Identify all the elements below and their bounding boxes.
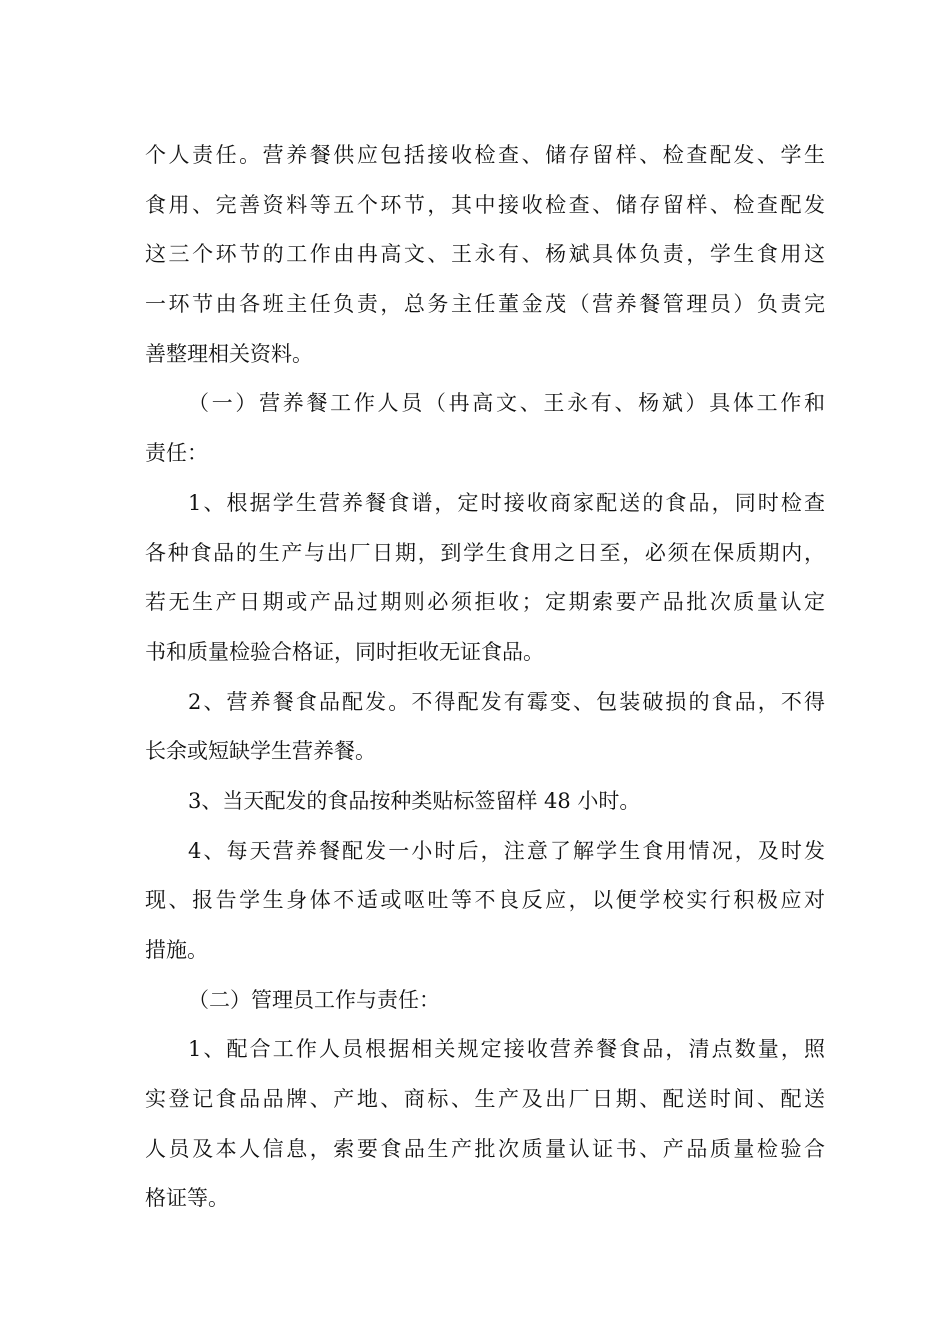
text-line: 实登记食品品牌、产地、商标、生产及出厂日期、配送时间、配送 [145, 1087, 825, 1112]
text-line: 现、报告学生身体不适或呕吐等不良反应，以便学校实行积极应对 [145, 888, 825, 913]
text-line: 人员及本人信息，索要食品生产批次质量认证书、产品质量检验合 [145, 1136, 825, 1161]
text-line: 书和质量检验合格证，同时拒收无证食品。 [145, 639, 544, 664]
text-line: 食用、完善资料等五个环节，其中接收检查、储存留样、检查配发 [145, 192, 825, 217]
text-line: 善整理相关资料。 [145, 341, 313, 366]
section-heading: 责任： [145, 441, 208, 466]
list-item: 1、根据学生营养餐食谱，定时接收商家配送的食品，同时检查 [188, 490, 825, 515]
text-line: 长余或短缺学生营养餐。 [145, 739, 376, 764]
list-item: 1、配合工作人员根据相关规定接收营养餐食品，清点数量，照 [188, 1037, 825, 1062]
text-line: 个人责任。营养餐供应包括接收检查、储存留样、检查配发、学生 [145, 143, 825, 167]
text-line: 这三个环节的工作由冉高文、王永有、杨斌具体负责，学生食用这 [145, 242, 825, 267]
list-item: 2、营养餐食品配发。不得配发有霉变、包装破损的食品，不得 [188, 689, 825, 714]
section-heading: （一）营养餐工作人员（冉高文、王永有、杨斌）具体工作和 [188, 391, 825, 416]
text-line: 各种食品的生产与出厂日期，到学生食用之日至，必须在保质期内， [145, 540, 825, 565]
text-line: 格证等。 [145, 1186, 229, 1211]
body-text [145, 131, 825, 1224]
list-item: 4、每天营养餐配发一小时后，注意了解学生食用情况，及时发 [188, 838, 825, 863]
list-item: 3、当天配发的食品按种类贴标签留样 48 小时。 [188, 788, 641, 813]
text-line: 一环节由各班主任负责，总务主任董金茂（营养餐管理员）负责完 [145, 292, 825, 317]
section-heading: （二）管理员工作与责任： [188, 987, 440, 1012]
text-line: 若无生产日期或产品过期则必须拒收；定期索要产品批次质量认定 [145, 590, 825, 615]
text-line: 措施。 [145, 938, 208, 962]
